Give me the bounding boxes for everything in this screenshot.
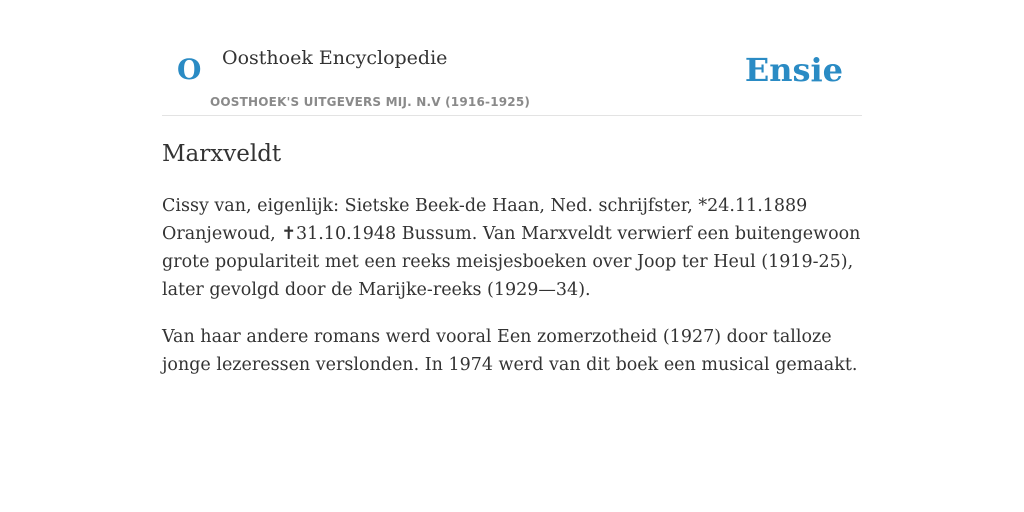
site-header (162, 44, 862, 116)
article-paragraph: Van haar andere romans werd vooral Een zomerzotheid (1927) door talloze jonge lezeressen verslonden. In 1974 werd van dit boek een musical gemaakt. (162, 327, 858, 375)
site-title[interactable]: Oosthoek Encyclopedie (222, 47, 448, 69)
encyclopedia-logo[interactable]: O (177, 53, 202, 86)
ensie-brand-logo[interactable]: Ensie (744, 51, 843, 89)
publisher-subtitle: OOSTHOEK'S UITGEVERS MIJ. N.V (1916-1925) (210, 95, 531, 109)
article-body (162, 192, 862, 379)
article-paragraph: Cissy van, eigenlijk: Sietske Beek-de Haan, Ned. schrijfster, *24.11.1889 Oranjewoud, ✝31.10.1948 Bussum. Van Marxveldt verwierf een buitengewoon grote populariteit met een reeks meisjesboeken over Joop ter Heul (1919-25), later gevolgd door de Marijke-reeks (1929—34). (162, 196, 861, 300)
article-title: Marxveldt (162, 141, 282, 167)
page-container (162, 0, 862, 379)
